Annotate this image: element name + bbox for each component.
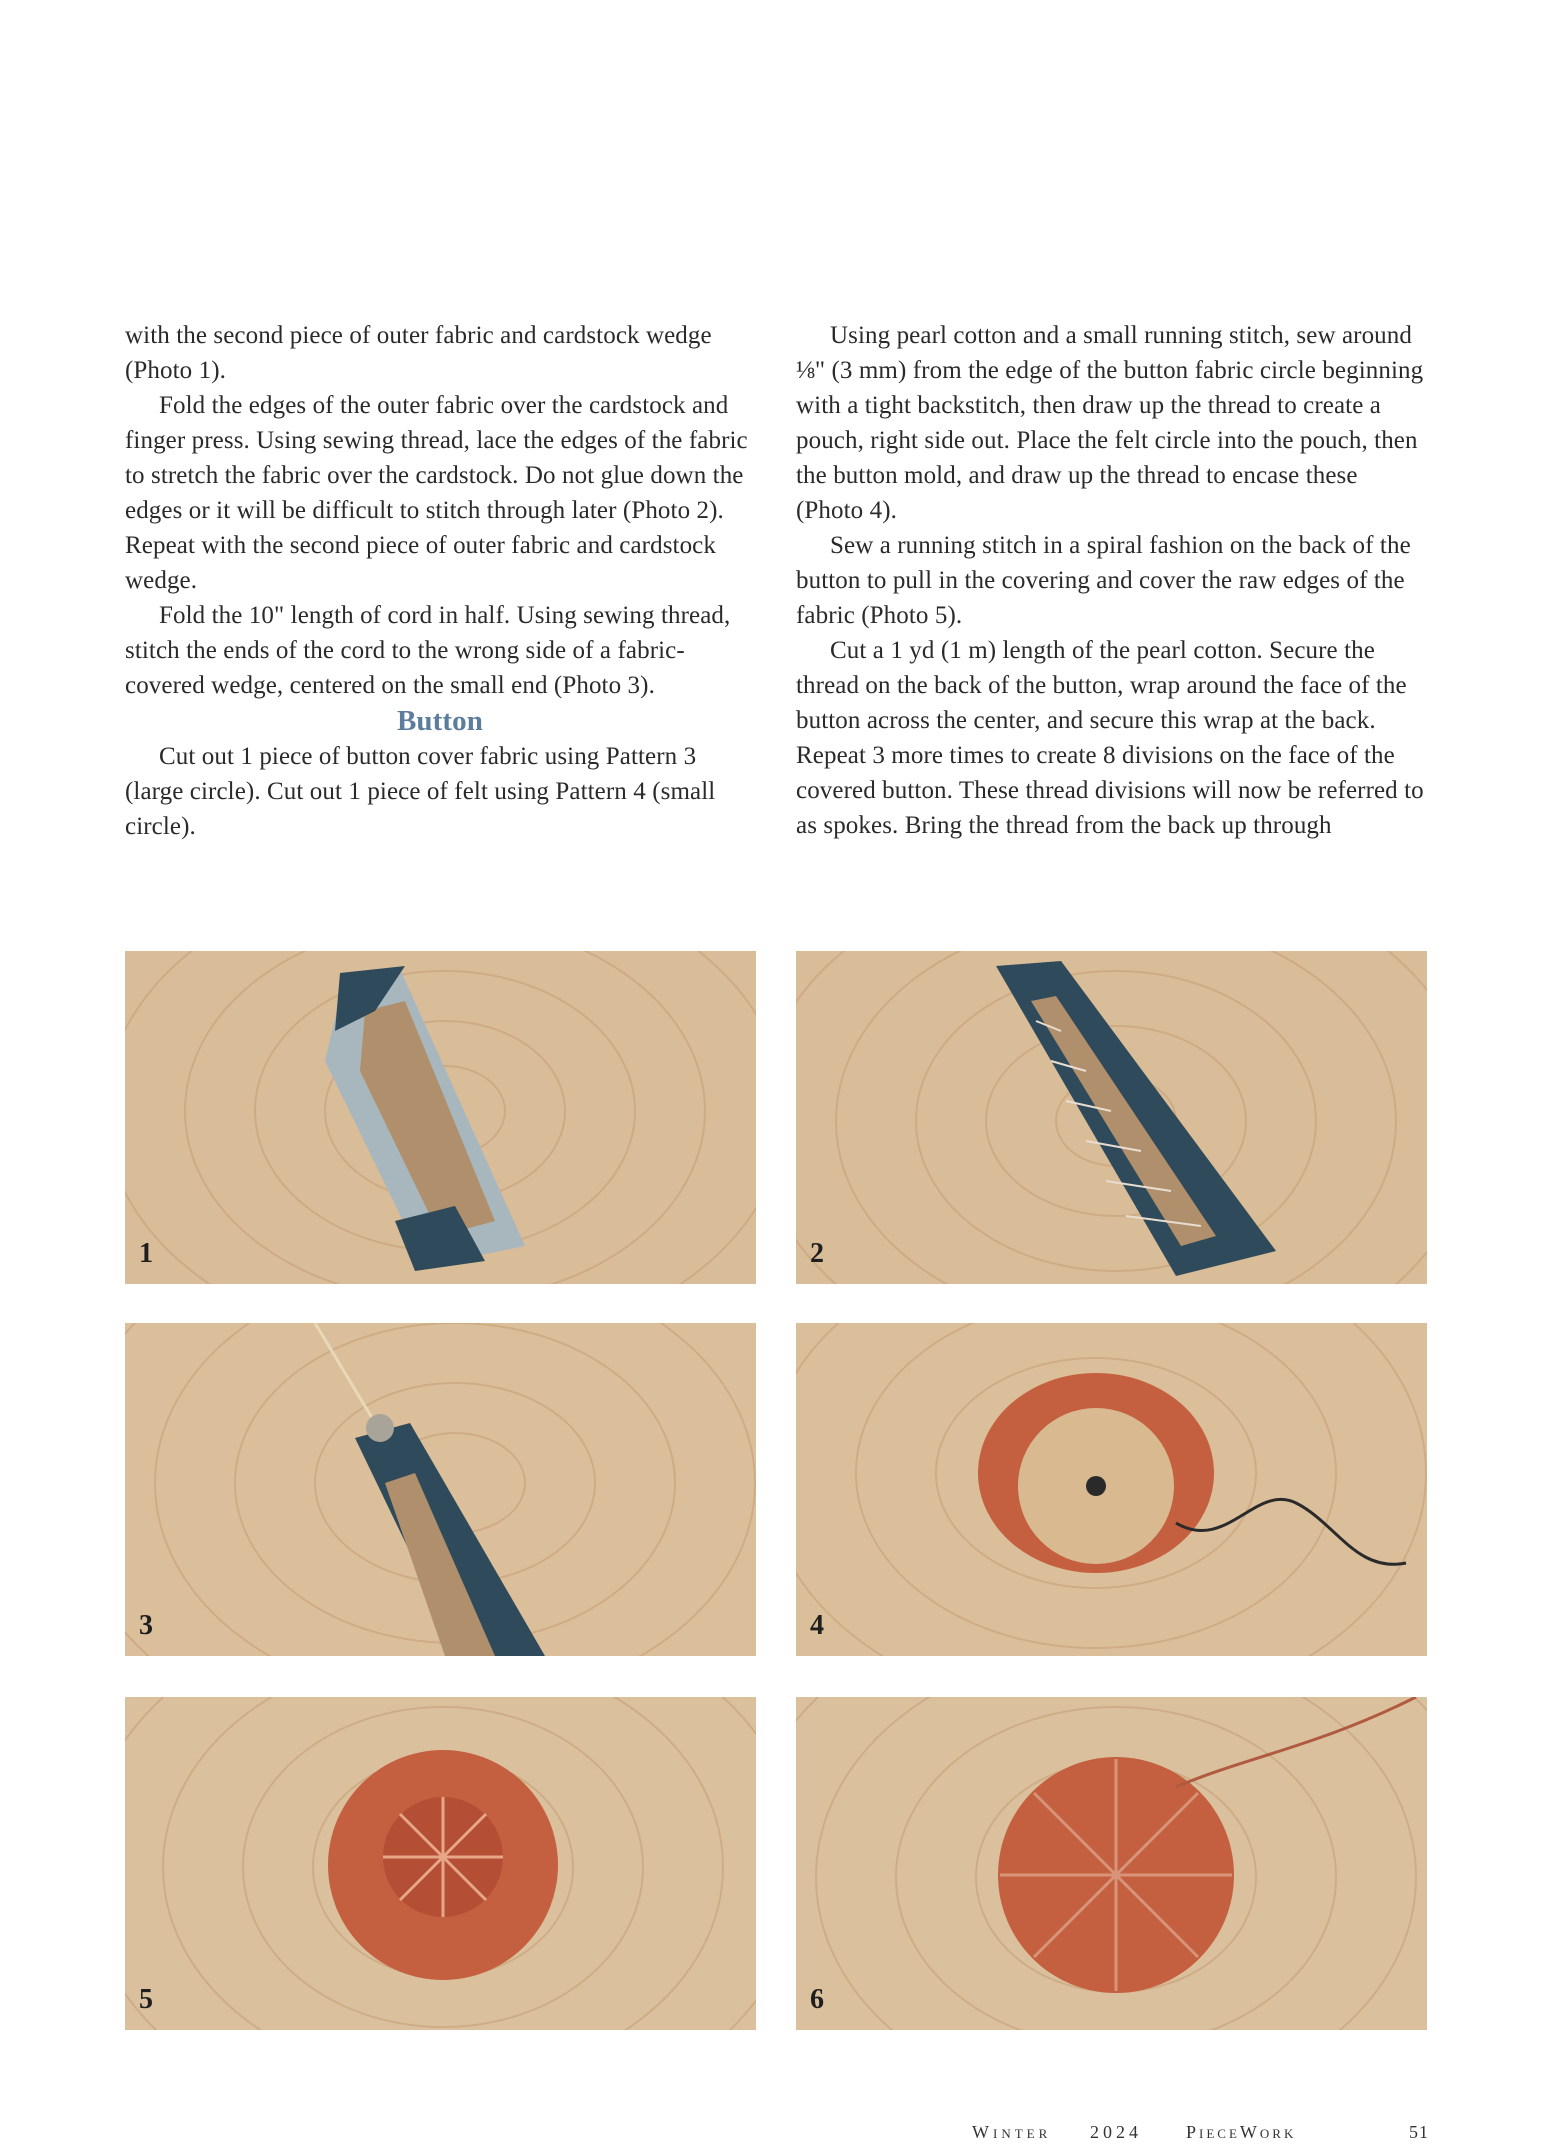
paragraph: Fold the edges of the outer fabric over the cardstock and finger press. Using sewing thread, lace the edges of the fabric to stretch the fabric over the cardstock. Do not glue down the edges or it will be difficult to stitch through later (Photo 2). Repeat with the second piece of outer fabric and cardstock wedge.: [125, 392, 748, 594]
footer-year: 2024: [1090, 2122, 1142, 2142]
photo-6: [796, 1697, 1427, 2030]
page-number: 51: [1409, 2122, 1429, 2142]
photo-5: [125, 1697, 756, 2030]
paragraph: Fold the 10" length of cord in half. Using sewing thread, stitch the ends of the cord to the wrong side of a fabric-covered wedge, centered on the small end (Photo 3).: [125, 602, 731, 699]
paragraph: Using pearl cotton and a small running stitch, sew around ⅛" (3 mm) from the edge of the button fabric circle beginning with a tight backstitch, then draw up the thread to create a pouch, right side out. Place the felt circle into the pouch, then the button mold, and draw up the thread to encase these (Photo 4).: [796, 322, 1424, 524]
photo-number: 1: [139, 1238, 153, 1269]
photo-number: 5: [139, 1984, 153, 2015]
photo-number: 2: [810, 1238, 824, 1269]
photo-number: 3: [139, 1610, 153, 1641]
photo-1: [125, 951, 756, 1284]
paragraph: Sew a running stitch in a spiral fashion on the back of the button to pull in the covering and cover the raw edges of the fabric (Photo 5).: [796, 532, 1411, 629]
footer-magazine: PieceWork: [1186, 2122, 1297, 2142]
right-text-column: [796, 318, 1426, 843]
left-text-column: [125, 318, 755, 844]
photo-number: 4: [810, 1610, 824, 1641]
footer-season: Winter: [972, 2122, 1052, 2142]
paragraph: with the second piece of outer fabric and cardstock wedge (Photo 1).: [125, 322, 712, 384]
paragraph: Cut a 1 yd (1 m) length of the pearl cotton. Secure the thread on the back of the button, wrap around the face of the button across the center, and secure this wrap at the back. Repeat 3 more times to create 8 divisions on the face of the covered button. These thread divisions will now be referred to as spokes. Bring the thread from the back up through: [796, 637, 1424, 839]
section-heading-button: Button: [396, 705, 483, 737]
paragraph: Cut out 1 piece of button cover fabric using Pattern 3 (large circle). Cut out 1 piece of felt using Pattern 4 (small circle).: [125, 743, 716, 840]
photo-2: [796, 951, 1427, 1284]
photo-4: [796, 1323, 1427, 1656]
photo-3: [125, 1323, 756, 1656]
photo-number: 6: [810, 1984, 824, 2015]
